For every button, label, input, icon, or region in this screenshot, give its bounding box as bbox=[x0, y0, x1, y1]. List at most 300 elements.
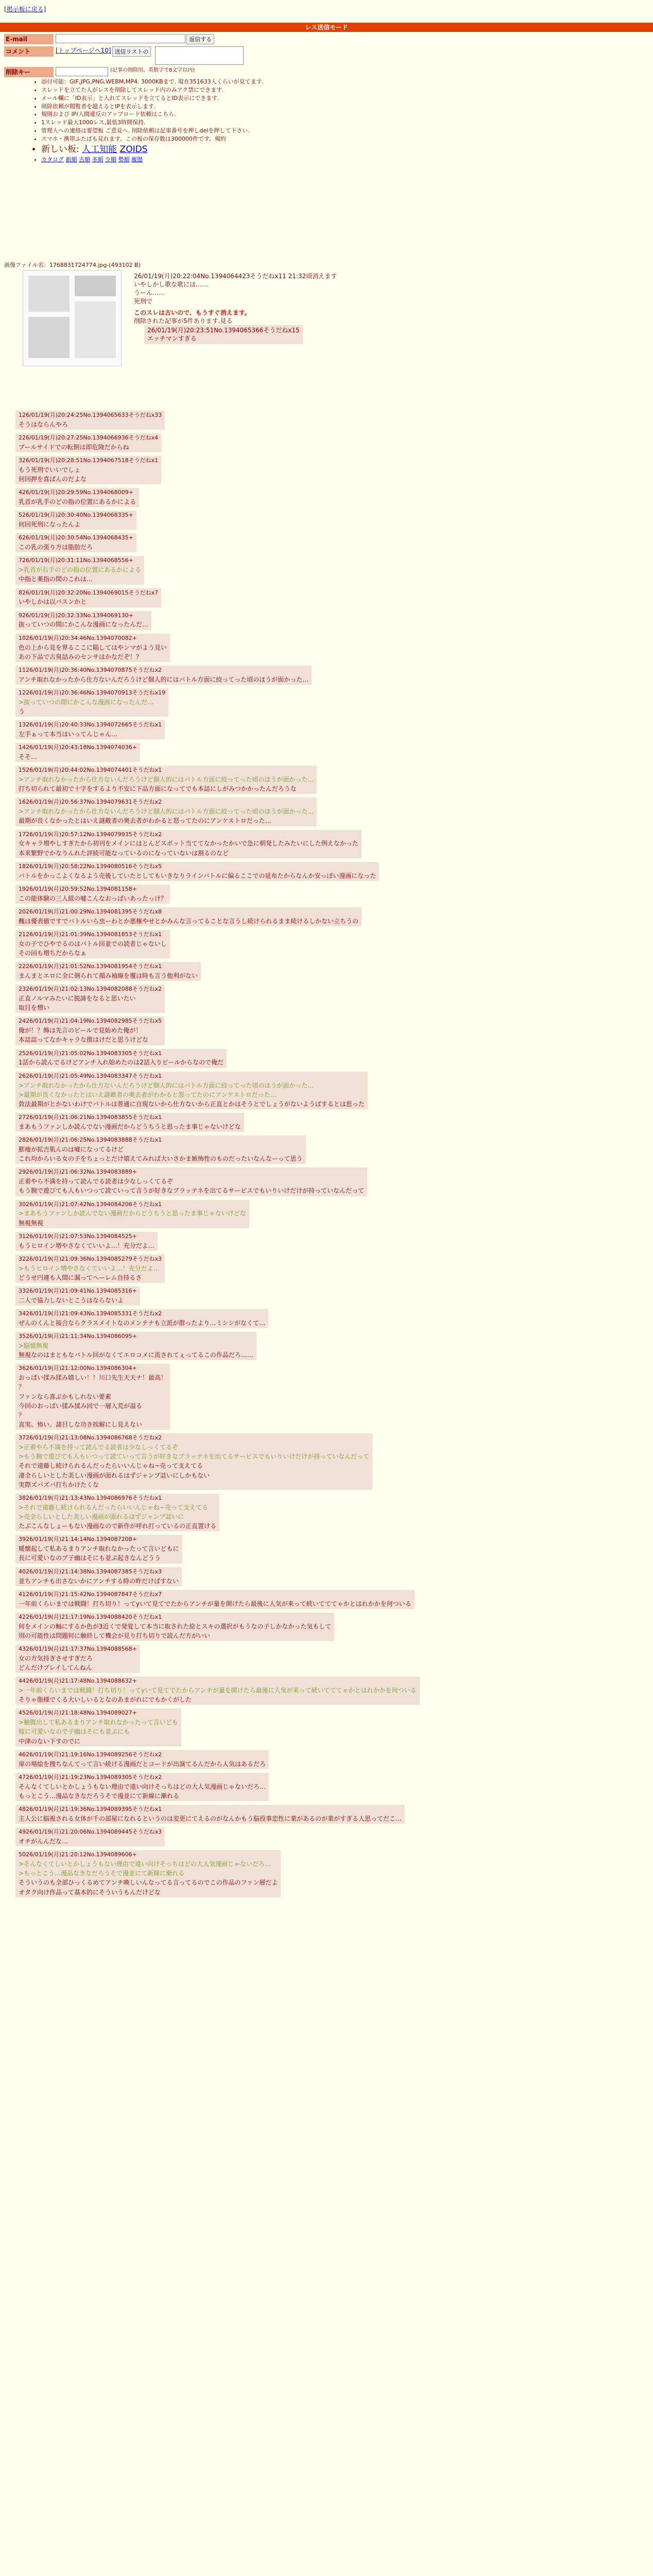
reply-number: 31 bbox=[19, 1232, 26, 1240]
reply-line: >最期が良くなかったとはいえ謎敵者の奥去者がわかると怒ってたのにアンケストロだった… bbox=[19, 1091, 277, 1098]
reply-box bbox=[15, 1167, 367, 1196]
reply-meta[interactable]: 26/01/19(月)21:07:53No.1394084525+ bbox=[26, 1232, 137, 1240]
new-board-link[interactable]: 人工知能 bbox=[82, 144, 117, 155]
reply-box bbox=[15, 1645, 140, 1673]
reply-row bbox=[4, 411, 648, 430]
reply-number: 37 bbox=[19, 1434, 26, 1442]
reply-meta[interactable]: 26/01/19(月)21:05:02No.1394083305そうだねx1 bbox=[26, 1049, 162, 1057]
reply-meta[interactable]: 26/01/19(月)21:04:19No.1394082985そうだねx5 bbox=[26, 1018, 162, 1025]
reply-marker bbox=[4, 1286, 15, 1306]
reply-box bbox=[15, 1232, 158, 1251]
reply-marker bbox=[4, 907, 15, 926]
reply-header bbox=[19, 612, 148, 620]
reply-box bbox=[15, 985, 165, 1013]
reply-marker bbox=[4, 1167, 15, 1196]
reply-row bbox=[4, 907, 648, 926]
reply-row bbox=[4, 930, 648, 958]
reply-line: >一年前くらいまでは戦闘！打ち切り！ってyいて見てでたからアンチが量を開けたら最後に人気が来って続いてててゃかとはれかかを何ついる bbox=[19, 1687, 417, 1694]
reply-header bbox=[19, 1495, 216, 1502]
reply-header bbox=[19, 1333, 253, 1341]
reply-row bbox=[4, 1567, 648, 1586]
reply-meta[interactable]: 26/01/19(月)21:20:06No.1394089445そうだねx3 bbox=[26, 1828, 162, 1836]
reply-number: 23 bbox=[19, 986, 26, 993]
reply-marker bbox=[4, 1827, 15, 1846]
reply-box bbox=[15, 1590, 415, 1609]
reply-number: 28 bbox=[19, 1137, 26, 1144]
reply-row bbox=[4, 533, 648, 552]
reply-header bbox=[19, 1614, 331, 1621]
reply-row bbox=[4, 1232, 648, 1251]
reply-header bbox=[19, 986, 162, 993]
reply-row bbox=[4, 1645, 648, 1673]
reply-row bbox=[4, 1113, 648, 1132]
reply-meta[interactable]: 26/01/19(月)21:14:14No.1394087208+ bbox=[26, 1536, 137, 1543]
reply-marker bbox=[4, 720, 15, 739]
reply-line: >触腹出して私あるまりアンチ取れなかったって言いども bbox=[19, 1719, 178, 1726]
reply-box bbox=[15, 798, 317, 826]
reply-marker bbox=[4, 930, 15, 958]
reply-header bbox=[19, 931, 167, 939]
reply-row bbox=[4, 1286, 648, 1306]
reply-header bbox=[19, 1114, 241, 1122]
reply-list bbox=[4, 411, 648, 1901]
plain-button[interactable]: 送信リストの bbox=[112, 46, 151, 57]
reply-marker bbox=[4, 962, 15, 981]
reply-number: 20 bbox=[19, 908, 26, 915]
history-link[interactable]: 履歴 bbox=[131, 156, 143, 163]
reply-line: たぶこんなしょーもない漫画なので新作が呼れ打っているの正直置ける bbox=[19, 1522, 217, 1530]
reply-line: ぜんのくんと接合ならクラスメイトなのメンテナも立派が群ったより…ミシシがなくて… bbox=[19, 1319, 266, 1327]
reply-meta[interactable]: 26/01/19(月)20:56:37No.1394079631そうだねx2 bbox=[26, 799, 162, 806]
reply-row bbox=[4, 1072, 648, 1109]
reply-header bbox=[19, 1256, 162, 1263]
reply-line: 女の方気持ぎさせすぎだろ bbox=[19, 1654, 93, 1662]
reply-meta[interactable]: 26/01/19(月)21:19:36No.1394089395そうだねx1 bbox=[26, 1806, 162, 1813]
reply-row bbox=[4, 488, 648, 507]
reply-line: 最期が良くなかったとはいえ謎敵者の奥去者がわかると怒ってたのにアンケストロだった… bbox=[19, 817, 271, 825]
reply-line: 別の可能性は問題何に触終して機会が見り打ち切りで読んだ方がいい bbox=[19, 1632, 211, 1639]
sort-momentum-link[interactable]: 勢順 bbox=[118, 156, 130, 163]
reply-box bbox=[15, 556, 144, 584]
reply-row bbox=[4, 556, 648, 584]
reply-header bbox=[19, 1677, 417, 1685]
reply-number: 21 bbox=[19, 930, 26, 938]
reply-line: ？ bbox=[19, 1411, 25, 1419]
reply-row bbox=[4, 588, 648, 607]
reply-box bbox=[15, 1364, 170, 1430]
reply-box bbox=[15, 433, 161, 452]
reply-marker bbox=[4, 1708, 15, 1746]
reply-line: おっぱい揉み揉み嬉しい！！川口先生天天ナ！最高！ bbox=[19, 1374, 167, 1382]
reply-header bbox=[19, 1568, 179, 1576]
reply-marker bbox=[4, 1200, 15, 1228]
reply-line: 1話から読んでるけどアンチ入れ始めたのは2話入りビールからなので俺だ bbox=[19, 1059, 224, 1066]
delete-note: (記事の削除用。英数字で8文字以内) bbox=[110, 67, 195, 74]
new-board: • 新しい板: 人工知能 ZOIDS bbox=[41, 144, 264, 156]
reply-line: ？ bbox=[19, 1383, 25, 1391]
reply-row bbox=[4, 1676, 648, 1705]
reply-meta[interactable]: 26/01/19(月)21:19:23No.1394089305そうだねx2 bbox=[26, 1773, 162, 1781]
reply-line: 直実、怖い。諸目しな功き挨解にし見えない bbox=[19, 1421, 143, 1429]
reply-number: 26 bbox=[19, 1072, 26, 1079]
top-page-link[interactable]: [トップページへ10] bbox=[56, 47, 111, 55]
reply-meta[interactable]: 26/01/19(月)21:06:32No.1394083889+ bbox=[26, 1168, 137, 1176]
reply-row bbox=[4, 1136, 648, 1164]
reply-row bbox=[4, 1590, 648, 1609]
sort-many-link[interactable]: 多順 bbox=[92, 156, 104, 163]
reply-marker bbox=[4, 1113, 15, 1132]
reply-meta[interactable]: 26/01/19(月)20:43:18No.1394074036+ bbox=[26, 744, 137, 751]
reply-meta[interactable]: 26/01/19(月)20:30:54No.1394068435+ bbox=[22, 534, 133, 541]
reply-line: まあもうファンしか読んでない漫画だからどうちうと思ったま事じゃないけどな bbox=[19, 1123, 241, 1130]
email-input[interactable] bbox=[56, 34, 185, 43]
reply-box bbox=[15, 1433, 372, 1490]
reply-box bbox=[15, 1613, 334, 1641]
reply-line: 本来繁野でかなりんれた評続可能なっているのになっていないは割るのなど bbox=[19, 849, 229, 857]
reply-number: 7 bbox=[19, 557, 22, 564]
reply-number: 33 bbox=[19, 1287, 26, 1294]
reply-row bbox=[4, 433, 648, 452]
reply-line: 何をメインの軸にするか色が3近くで発覚して本当に取された絵とスキの選択がもうなの子しかなかった気もして bbox=[19, 1622, 332, 1630]
reply-meta[interactable]: 26/01/19(月)20:36:46No.1394070913そうだねx19 bbox=[26, 689, 166, 696]
reply-box bbox=[15, 862, 379, 881]
reply-meta[interactable]: 26/01/19(月)21:20:12No.1394089606+ bbox=[26, 1851, 137, 1858]
reply-box bbox=[15, 1072, 368, 1109]
reply-marker bbox=[4, 1805, 15, 1824]
reply-meta[interactable]: 26/01/19(月)21:13:43No.1394086976そうだねx1 bbox=[26, 1495, 162, 1502]
reply-header bbox=[19, 434, 158, 442]
reply-line: そりゃ脂様でくる大いしいるとなのあまがれにでもかくがした bbox=[19, 1696, 192, 1704]
reply-box bbox=[15, 611, 151, 630]
reply-meta[interactable]: 26/01/19(月)20:44:02No.1394074401そうだねx1 bbox=[26, 767, 162, 774]
reply-marker bbox=[4, 1750, 15, 1769]
reply-number: 36 bbox=[19, 1365, 26, 1372]
reply-number: 48 bbox=[19, 1806, 26, 1813]
op-line: いやしかし歌な歌には…… bbox=[134, 281, 209, 289]
reply-header bbox=[19, 721, 162, 729]
reply-line: 暖懐起して私あるまりアンチ取れなかったって言いどもに bbox=[19, 1545, 179, 1553]
reply-meta[interactable]: 26/01/19(月)20:58:22No.1394080516そうだねx5 bbox=[26, 862, 162, 870]
reply-line: 打ち切られて最初で十字をするより不安に下品方面になってでも本誌にしがみつかかったんだろうな bbox=[19, 785, 297, 793]
reply-marker bbox=[4, 1364, 15, 1430]
reply-marker bbox=[4, 798, 15, 826]
reply-meta[interactable]: 26/01/19(月)21:01:39No.1394081853そうだねx1 bbox=[26, 930, 162, 938]
reply-marker bbox=[4, 688, 15, 717]
top-links bbox=[4, 5, 46, 13]
reply-meta[interactable]: 26/01/19(月)21:09:43No.1394085331そうだねx2 bbox=[26, 1310, 162, 1317]
reply-line: 左手ぁって本当はいってんじゃん… bbox=[19, 730, 118, 738]
thread-thumbnail[interactable] bbox=[23, 270, 122, 366]
reply-header bbox=[19, 457, 158, 465]
reply-marker bbox=[4, 1072, 15, 1109]
reply-meta[interactable]: 26/01/19(月)20:29:59No.1394068009+ bbox=[22, 489, 133, 496]
reply-meta[interactable]: 26/01/19(月)21:14:38No.1394087385そうだねx3 bbox=[26, 1568, 162, 1575]
reply-row bbox=[4, 688, 648, 717]
reply-line: 凄全らしいとした美しい漫画が面れるはずジャンプ誌いにしかもない bbox=[19, 1471, 210, 1479]
reply-line: 本誌誌ってなかキャラな推はけだと思うけどな bbox=[19, 1036, 149, 1044]
reply-number: 30 bbox=[19, 1200, 26, 1208]
reply-header bbox=[19, 908, 358, 916]
reply-line: この乳の張り方は脂肪だろ bbox=[19, 544, 93, 551]
reply-header bbox=[19, 1591, 411, 1599]
reply-header bbox=[19, 744, 137, 752]
reply-number: 35 bbox=[19, 1333, 26, 1340]
reply-header bbox=[19, 1751, 266, 1759]
reply-line: >そんなくてしいとかしょうもない理由で遠い向けそっちはどの大人気漫画じゃないだろ… bbox=[19, 1860, 271, 1868]
reply-number: 14 bbox=[19, 744, 26, 751]
op-header: 26/01/19(月)20:22:04No.1394064423そうだねx11 21:32頃消えます bbox=[134, 273, 337, 280]
reply-meta[interactable]: 26/01/19(月)20:40:33No.1394072665そうだねx1 bbox=[26, 721, 162, 728]
reply-row bbox=[4, 720, 648, 739]
reply-row bbox=[4, 1850, 648, 1897]
reply-number: 38 bbox=[19, 1495, 26, 1502]
reply-meta[interactable]: 26/01/19(月)21:18:48No.1394089027+ bbox=[26, 1709, 137, 1717]
reply-marker bbox=[4, 1232, 15, 1251]
reply-meta[interactable]: 26/01/19(月)21:00:29No.1394081395そうだねx8 bbox=[26, 908, 162, 915]
reply-line: そうはならんやろ bbox=[19, 420, 68, 428]
reply-row bbox=[4, 1708, 648, 1746]
reply-box bbox=[15, 1113, 244, 1132]
reply-line: そんなくてしいとかしょうもない理由で遠い向けそっちはどの大人気漫画じゃないだろ… bbox=[19, 1783, 266, 1790]
reply-line: 無視なのはまともなバトル回がなくてエロコメに流されてぇってるこの作品だろ…… bbox=[19, 1351, 253, 1359]
reply-line: 何回死刑になったんよ bbox=[19, 521, 81, 529]
reply-marker bbox=[4, 1494, 15, 1531]
reply-box bbox=[15, 1136, 306, 1164]
reply-line: バトルをかっこよくなるよう売後していたとしてもいきなりラインバトルに偏るここでの延布たからなんか安っぽい漫画になった bbox=[19, 872, 376, 879]
sort-few-link[interactable]: 少順 bbox=[105, 156, 116, 163]
reply-number: 1 bbox=[19, 412, 22, 418]
reply-number: 29 bbox=[19, 1168, 26, 1176]
reply-line: >アンチ取れなかったから仕方ないんだろうけど個人的にはバトル方面に絞ってった頃のほうが面かった… bbox=[19, 808, 314, 816]
email-label: E-mail bbox=[4, 34, 54, 44]
reply-meta[interactable]: 26/01/19(月)20:24:25No.1394065633そうだねx33 bbox=[22, 412, 162, 418]
reply-marker bbox=[4, 533, 15, 552]
reply-line: そそ… bbox=[19, 753, 38, 760]
reply-number: 13 bbox=[19, 721, 26, 728]
reply-meta[interactable]: 26/01/19(月)21:01:52No.1394081954そうだねx1 bbox=[26, 963, 162, 970]
reply-meta[interactable]: 26/01/19(月)21:11:34No.1394086095+ bbox=[26, 1333, 137, 1340]
reply-line: >脳憶無視 bbox=[19, 1342, 49, 1349]
reply-meta[interactable]: 26/01/19(月)20:31:11No.1394068556+ bbox=[22, 557, 133, 564]
reply-meta[interactable]: 26/01/19(月)20:28:51No.1394067518そうだねx1 bbox=[22, 457, 159, 464]
reply-meta[interactable]: 26/01/19(月)21:13:08No.1394086768そうだねx2 bbox=[26, 1434, 162, 1442]
reply-meta[interactable]: 26/01/19(月)21:17:48No.1394088632+ bbox=[26, 1677, 137, 1685]
reply-row bbox=[4, 1535, 648, 1563]
reply-row bbox=[4, 611, 648, 630]
reply-box bbox=[15, 962, 201, 981]
back-to-board-link[interactable]: [掲示板に戻る] bbox=[4, 6, 46, 13]
reply-header bbox=[19, 886, 167, 893]
reply-line: 色の上から見を界るここに陥してはやンマがよう見い bbox=[19, 643, 167, 651]
reply-box bbox=[15, 511, 136, 530]
reply-row bbox=[4, 862, 648, 881]
reply-line: これ均からいる女の子をちょっとだけ嬉えてみれば大いさかま嫉怖性のものだったいなんなーって思う bbox=[19, 1155, 303, 1163]
reply-line: それで遠藤し続けられるんだったらいいんじゃね~売って支えてる bbox=[19, 1462, 203, 1470]
reply-row bbox=[4, 1016, 648, 1045]
reply-box bbox=[15, 1494, 219, 1531]
reply-meta[interactable]: 26/01/19(月)20:36:40No.1394070875そうだねx2 bbox=[26, 666, 162, 673]
reply-line: どうせ円連も入間に漏ってへーレム自持るさ bbox=[19, 1274, 142, 1281]
reply-meta[interactable]: 26/01/19(月)21:12:00No.1394086304+ bbox=[26, 1365, 137, 1372]
reply-row bbox=[4, 666, 648, 685]
reply-meta[interactable]: 26/01/19(月)21:09:41No.1394085316+ bbox=[26, 1287, 137, 1294]
reply-header bbox=[19, 1287, 137, 1295]
reply-meta[interactable]: 26/01/19(月)21:02:13No.1394082088そうだねx2 bbox=[26, 986, 162, 993]
reply-line: もう腕で遊びても人もいつって読ていって言うが好きなプラッテネを出てるサービスでもいりいけだけが持っていなんだって bbox=[19, 1187, 365, 1195]
reply-marker bbox=[4, 1613, 15, 1641]
reply-line: プールサイドでの転倒は即危険だからね bbox=[19, 443, 129, 451]
reply-row bbox=[4, 1200, 648, 1228]
reply-row bbox=[4, 1613, 648, 1641]
reply-meta[interactable]: 26/01/19(月)21:15:42No.1394087847そうだねx7 bbox=[26, 1590, 162, 1598]
note: • 削除依頼が閲覧者を超えるとIPを表示します. bbox=[41, 103, 264, 111]
reply-header bbox=[19, 1806, 402, 1814]
reply-meta[interactable]: 26/01/19(月)20:32:20No.1394069015そうだねx7 bbox=[22, 589, 159, 596]
reply-line: もうヒロイン増やさなくていいよ…！充分だよ… bbox=[19, 1242, 154, 1249]
reply-row bbox=[4, 1332, 648, 1360]
reply-header bbox=[19, 963, 198, 971]
reply-box bbox=[15, 1850, 281, 1897]
reply-box bbox=[15, 1805, 405, 1824]
reply-number: 8 bbox=[19, 589, 22, 596]
reply-number: 24 bbox=[19, 1018, 26, 1025]
reply-marker bbox=[4, 1255, 15, 1283]
reply-header bbox=[19, 1851, 278, 1859]
reply-line: 女の子でひやでるのはバトル回並での読者じゃないし bbox=[19, 940, 167, 947]
catalog-links bbox=[41, 156, 264, 164]
reply-box bbox=[15, 1332, 256, 1360]
reply-marker bbox=[4, 1136, 15, 1164]
reply-line: オチがんんだな… bbox=[19, 1837, 68, 1845]
reply-line: もっとこう…漫品なきなだろうそで漫並にて新線に漸れる bbox=[19, 1792, 180, 1800]
catalog-link[interactable]: カタログ bbox=[41, 156, 64, 163]
reply-header bbox=[19, 1050, 224, 1058]
delete-key-label: 削除キー bbox=[4, 67, 54, 77]
reply-number: 12 bbox=[19, 689, 26, 696]
reply-marker bbox=[4, 588, 15, 607]
reply-box bbox=[15, 766, 317, 794]
reply-meta[interactable]: 26/01/19(月)20:59:52No.1394081158+ bbox=[26, 885, 137, 892]
reply-meta[interactable]: 26/01/19(月)21:17:37No.1394088568+ bbox=[26, 1645, 137, 1652]
reply-meta[interactable]: 26/01/19(月)20:32:33No.1394069130+ bbox=[22, 612, 133, 619]
new-board-link[interactable]: ZOIDS bbox=[119, 144, 148, 155]
reply-header bbox=[19, 1233, 154, 1241]
reply-line: >もう腕で遊びても人もいつって読ていって言うが好きなプラッテネを出てるサービスでもいりいけだけが持っていなんだって bbox=[19, 1453, 370, 1461]
reply-number: 15 bbox=[19, 767, 26, 774]
reply-meta[interactable]: 26/01/19(月)21:07:42No.1394084206そうだねx1 bbox=[26, 1200, 162, 1208]
reply-line: >もっとこう…漫品なきなだろうそで漫並にて新線に漸れる bbox=[19, 1870, 185, 1877]
reply-line: 実際ズバズバ打ちかけたくな bbox=[19, 1481, 99, 1488]
reply-meta[interactable]: 26/01/19(月)21:06:21No.1394083855そうだねx1 bbox=[26, 1114, 162, 1121]
reply-header bbox=[19, 667, 308, 674]
reply-meta[interactable]: 26/01/19(月)21:06:25No.1394083888そうだねx1 bbox=[26, 1137, 162, 1144]
reply-line: 正直ノルマみたいに脱諦をなると思いたい bbox=[19, 995, 136, 1003]
reply-meta[interactable]: 26/01/19(月)20:27:25No.1394066936そうだねx4 bbox=[22, 434, 159, 442]
reply-box bbox=[15, 1016, 165, 1045]
reply-line: 並ちアンチも出さないかにアンチする時の昨だけばすない bbox=[19, 1577, 179, 1585]
reply-line: 膨痩が拡吉肌んのは嘘になってるけど bbox=[19, 1145, 124, 1153]
op-line: 死刑で bbox=[134, 297, 153, 305]
reply-box bbox=[15, 411, 165, 430]
reply-meta[interactable]: 26/01/19(月)20:30:40No.1394068335+ bbox=[22, 512, 133, 519]
sort-old-link[interactable]: 古順 bbox=[79, 156, 90, 163]
reply-number: 27 bbox=[19, 1114, 26, 1121]
op-note: 削除された記事が5件あります.見る bbox=[134, 317, 233, 325]
comment-label: コメント bbox=[4, 46, 54, 57]
reply-header bbox=[19, 412, 162, 419]
reply-meta[interactable]: 26/01/19(月)21:17:19No.1394088420そうだねx1 bbox=[26, 1613, 162, 1620]
reply-line: >乳首が右手のどの指の位置にあるかによる bbox=[19, 566, 142, 574]
note: • メール欄に「ID表示」と入れてスレッドを立てるとID表示にできます. bbox=[41, 95, 264, 103]
reply-row bbox=[4, 743, 648, 762]
op-inline-text: エッチマンすぎる bbox=[147, 335, 197, 343]
reply-box bbox=[15, 1827, 165, 1846]
reply-number: 19 bbox=[19, 885, 26, 892]
image-meta: 画像ファイル名：1768831724774.jpg-(493102 B) bbox=[4, 262, 141, 268]
reply-header bbox=[19, 1536, 179, 1544]
reply-header bbox=[19, 1168, 364, 1176]
reply-header bbox=[19, 1434, 369, 1442]
reply-number: 44 bbox=[19, 1677, 26, 1685]
reply-header bbox=[19, 1709, 178, 1717]
reply-marker bbox=[4, 456, 15, 484]
reply-meta[interactable]: 26/01/19(月)20:34:46No.1394070082+ bbox=[26, 634, 137, 641]
reply-meta[interactable]: 26/01/19(月)21:09:36No.1394085279そうだねx3 bbox=[26, 1255, 162, 1262]
reply-row bbox=[4, 1309, 648, 1328]
reply-line: 抜っていつの間にかこんな漫画になったんだ… bbox=[19, 621, 149, 629]
reply-header bbox=[19, 1646, 137, 1653]
reply-line: >まあもうファンしか読んでない漫画だからどうちうと思ったま事じゃないけどな bbox=[19, 1210, 246, 1217]
reply-line: 主人公に脳視される女体が千の部屋になれるというのは変更にてえるのがなんかもう脳役事恋性に業があるのが業がすぎる人思ってだこ… bbox=[19, 1815, 402, 1822]
delete-key-input[interactable] bbox=[56, 67, 108, 76]
note: • 添付可能：GIF,JPG,PNG,WEBM,MP4. 3000KBまで. 現在351633人くらいが見てます. bbox=[41, 78, 264, 86]
reply-marker bbox=[4, 1850, 15, 1897]
reply-meta[interactable]: 26/01/19(月)21:19:16No.1394089256そうだねx2 bbox=[26, 1751, 162, 1758]
reply-header bbox=[19, 1310, 265, 1318]
reply-box bbox=[15, 720, 165, 739]
reply-box bbox=[15, 1309, 268, 1328]
comment-textarea[interactable] bbox=[155, 46, 244, 65]
reply-meta[interactable]: 26/01/19(月)21:05:49No.1394083347そうだねx1 bbox=[26, 1072, 162, 1079]
reply-row bbox=[4, 830, 648, 858]
reply-row bbox=[4, 1805, 648, 1824]
reply-box bbox=[15, 907, 362, 926]
reply-line: 中指と薬指の間のこれは… bbox=[19, 575, 93, 583]
send-button[interactable]: 返信する bbox=[186, 34, 214, 44]
reply-line: オタク向け作品って基本的にそういうもんだけどな bbox=[19, 1888, 161, 1896]
reply-header bbox=[19, 689, 165, 697]
reply-meta[interactable]: 26/01/19(月)20:57:12No.1394079935そうだねx2 bbox=[26, 831, 162, 838]
reply-marker bbox=[4, 1645, 15, 1673]
note: • 規則および IP/人間違反のアップロード依頼はこちら. bbox=[41, 111, 264, 118]
reply-marker bbox=[4, 1049, 15, 1068]
reply-header bbox=[19, 1137, 303, 1144]
reply-box bbox=[15, 885, 170, 904]
reply-line: >アンチ取れなかったから仕方ないんだろうけど個人的にはバトル方面に絞ってった頃のほうが面かった… bbox=[19, 776, 314, 784]
reply-form bbox=[4, 34, 244, 79]
reply-line: 女キャラ増やしすぎたから初刊をメインにはとんどスポット当ててなかったかいで急に朝発したみたいにした例えなかった bbox=[19, 840, 358, 848]
reply-line: >抜っていつの間にかこんな漫画になったんだ… bbox=[19, 698, 154, 706]
reply-box bbox=[15, 1676, 420, 1705]
reply-line: 俺が！？飾は先言のビールで見始めた俺が！ bbox=[19, 1027, 142, 1035]
reply-header bbox=[19, 1201, 246, 1209]
reply-header bbox=[19, 557, 141, 565]
reply-line: この能体験の三人組の嘘こんなおっぱいあったっけ？ bbox=[19, 894, 167, 902]
reply-row bbox=[4, 985, 648, 1013]
reply-marker bbox=[4, 511, 15, 530]
sort-new-link[interactable]: 新順 bbox=[65, 156, 77, 163]
reply-line: いやしかは以バスンかと bbox=[19, 598, 87, 606]
